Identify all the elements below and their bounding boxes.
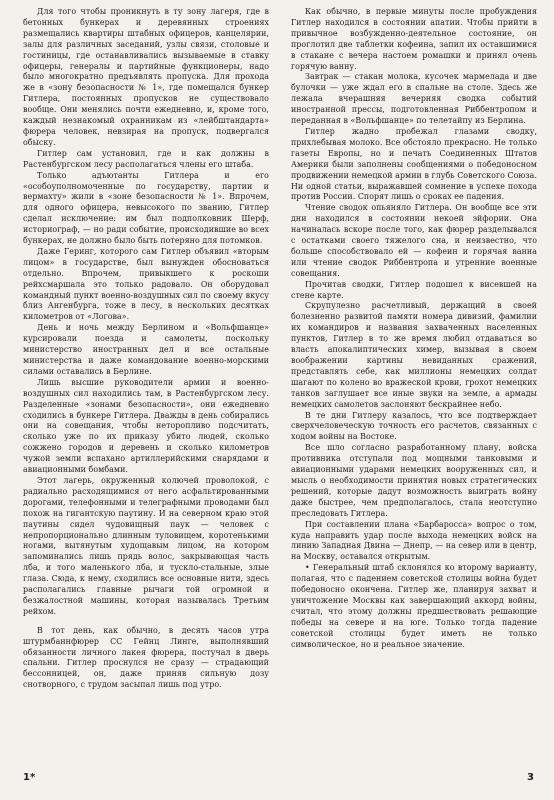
paragraph: В тот день, как обычно, в десять часов утра штурмбаннфюрер СС Гейнц Линге, выполнявший обязанности личного лакея фюрера, постучал в дверь спальни. Гитлер проснулся не сразу — страдающий бессонницей, он, даже приняв сильную дозу снотворного, с трудом засыпал лишь под утро. xyxy=(23,625,269,690)
paragraph: Прочитав сводки, Гитлер подошел к висевшей на стене карте. xyxy=(291,279,537,300)
paragraph: Гитлер сам установил, где и как должны в Растенбургском лесу располагаться члены его штаба. xyxy=(23,148,269,169)
paragraph: Все шло согласно разработанному плану, войска противника отступали под мощными танковыми и авиационными ударами немецких вооруженных сил, и мысль о необходимости принятия новых стратегических решений, которые дадут возможность выиграть войну даже быстрее, чем предполагалось, стала неотступно преследовать Гитлера. xyxy=(291,443,537,518)
paragraph: • Генеральный штаб склонялся ко второму варианту, полагая, что с падением советской столицы война будет победоносно окончена. Гитлер же, планируя захват и уничтожение Москвы как завершающий аккорд войны, считал, что этому должны предшествовать решающие победы на севере и на юге. Только тогда падение советской столицы будет иметь не только символическое, но и реальное значение. xyxy=(291,563,537,649)
paragraph: День и ночь между Берлином и «Вольфшанце» курсировали поезда и самолеты, поскольку министерство иностранных дел и все остальные министерства и даже командование военно-морскими силами оставались в Берлине. xyxy=(23,323,269,376)
paragraph: Лишь высшие руководители армии и военно-воздушных сил находились там, в Растенбургском лесу. Разделенные «зонами безопасности», они ежедневно сходились в бункере Гитлера. Дважды в день собирались они на совещания, чтобы неторопливо подсчитать, сколько уже по их приказу убито людей, сколько сожжено городов и деревень и сколько километров чужой земли вспахано артиллерийскими снарядами и авиационными бомбами. xyxy=(23,377,269,475)
paragraph: Как обычно, в первые минуты после пробуждения Гитлер находился в состоянии апатии. Чтобы прийти в привычное возбужденно-деятельное состояние, он проглотил две таблетки кофеина, запил их оставшимися в стакане с вечера настоем ромашки и принял очень горячую ванну. xyxy=(291,7,537,71)
paragraph: Даже Геринг, которого сам Гитлер объявил «вторым лицом» в государстве, был вынужден обосноваться отдельно. Впрочем, привыкшего к роскоши рейхсмаршала это только радовало. Он оборудовал командный пункт военно-воздушных сил по своему вкусу близ Ангенбурга, тоже в лесу, в нескольких десятках километров от «Логова». xyxy=(23,246,269,322)
paragraph: Завтрак — стакан молока, кусочек мармелада и две булочки — уже ждал его в спальне на столе. Здесь же лежала вчерашняя вечерняя сводка событий иностранной прессы, подготовленная Риббентропом и переданная в «Вольфшанце» по телетайпу из Берлина. xyxy=(291,72,537,126)
paragraph: Скрупулезно расчетливый, держащий в своей болезненно развитой памяти номера дивизий, фамилии их командиров и названия захваченных населенных пунктов, Гитлер в то же время любил отдаваться во власть апокалиптических химер, вызывая в своем воображении картины невиданных сражений, представлять себе, как миллионы немецких солдат шагают по колено во вражеской крови, грохот немецких танков заглушает все иные звуки на земле, а армады немецких самолетов заслоняют бескрайнее небо. xyxy=(291,301,537,409)
paragraph: Этот лагерь, окруженный колючей проволокой, с радиально расходящимися от него асфальтированными дорогами, телефонными и телеграфными проводами был похож на гигантскую паутину. И на северном краю этой паутины сидел чудовищный паук — человек с непропорционально длинным туловищем, коротенькими ногами, вытянутым худощавым лицом, на котором запоминались лишь прядь волос, закрывающая часть лба, и того маленького лба, и тускло-стальные, злые глаза. Сюда, к нему, сходились все основные нити, здесь располагались главные рычаги той огромной и безжалостной машины, которая называлась Третьим рейхом. xyxy=(23,475,269,616)
paragraph: Для того чтобы проникнуть в ту зону лагеря, где в бетонных бункерах и деревянных строениях размещались квартиры штабных офицеров, канцелярии, залы для различных заседаний, узлы связи, столовые и гостиницы, где останавливались вызываемые в ставку офицеры, генералы и партийные функционеры, надо было многократно предъявлять пропуска. Для прохода же в «зону безопасности № 1», где помещался бункер Гитлера, постоянных пропусков не существовало вообще. Они менялись почти ежедневно, и, кроме того, каждый незнакомый охранникам из «лейбштандарта» фюрера человек, невзирая на пропуск, подвергался обыску. xyxy=(23,7,269,147)
signature-mark: 1* xyxy=(23,772,36,783)
paragraph: Только адъютанты Гитлера и его «особоуполномоченные по государству, партии и вермахту» жили в «зоне безопасности № 1». Впрочем, для одного офицера, невысокого по званию, Гитлер сделал исключение: им был подполковник Шерф, историограф, — но ради событие, происходившие во всех бункерах, не должно было быть потеряно для потомков. xyxy=(23,170,269,246)
paragraph: В те дни Гитлеру казалось, что все подтверждает сверхчеловеческую точность его расчетов, связанных с ходом войны на Востоке. xyxy=(291,410,537,442)
page-number: 3 xyxy=(527,772,534,783)
paragraph: Чтение сводок опьяняло Гитлера. Он вообще все эти дни находился в состоянии некоей эйфории. Она начиналась вскоре после того, как фюрер разделывался с остатками своего тяжелого сна, и неизвестно, что больше способствовало ей — кофеин и горячая ванна или чтение сводок Риббентропа и утренние военные совещания. xyxy=(291,203,537,278)
left-text-column xyxy=(23,7,269,691)
paragraph: Гитлер жадно пробежал глазами сводку, прихлебывая молоко. Все обстояло прекрасно. Не только газеты Европы, но и печать Соединенных Штатов Америки были заполнены сообщениями о победоносном продвижении немецкой армии в глубь Советского Союза. Ни одной статьи, выражавшей сомнение в успехе похода против России. Спорят лишь о сроках ее падения. xyxy=(291,126,537,202)
right-text-column xyxy=(291,7,537,650)
paragraph: При составлении плана «Барбаросса» вопрос о том, куда направить удар после выхода немецких войск на линию Западная Двина — Днепр, — на север или в центр, на Москву, оставался открытым. xyxy=(291,519,537,562)
